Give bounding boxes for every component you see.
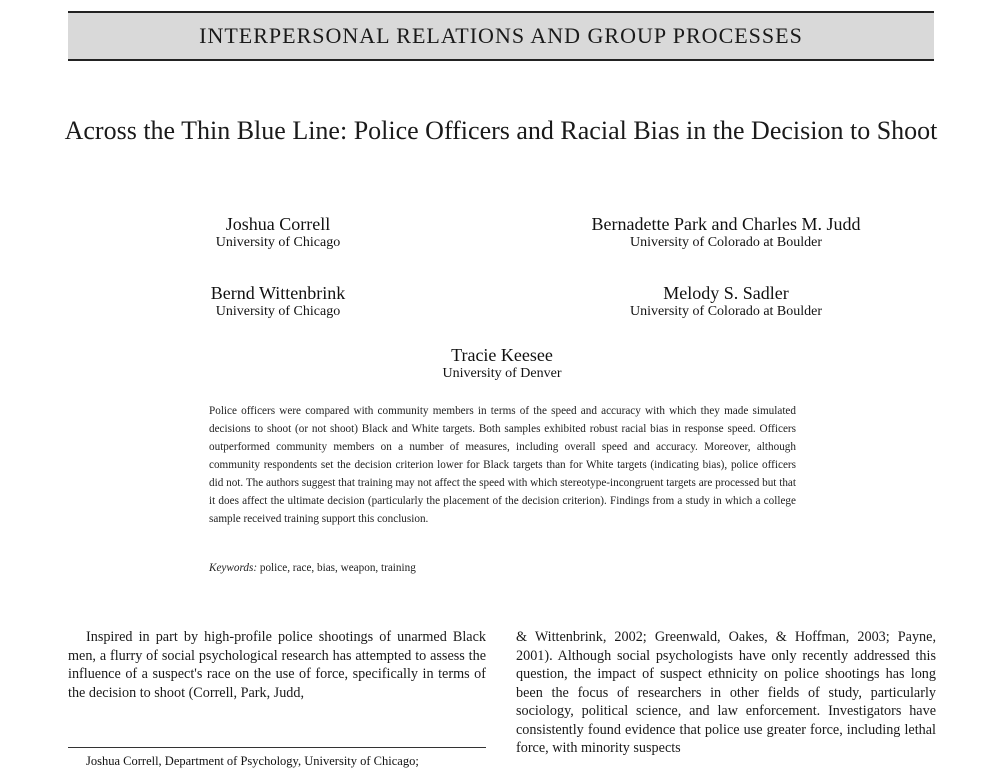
author-block — [178, 214, 378, 251]
body-column-left: Inspired in part by high-profile police shootings of unarmed Black men, a flurry of social psychological research has attempted to assess the influence of a suspect's race on the use of force, specifically in terms of the decision to shoot (Correll, Park, Judd, — [68, 629, 486, 701]
author-block — [526, 283, 926, 320]
author-affiliation: University of Denver — [442, 366, 562, 381]
author-block — [526, 214, 926, 251]
author-name: Joshua Correll — [225, 214, 331, 234]
body-column-right: & Wittenbrink, 2002; Greenwald, Oakes, & Hoffman, 2003; Payne, 2001). Although social psychologists have only recently addressed this question, the impact of suspect ethnicity on police shootings has long been the focus of researchers in other fields of study, particularly sociology, political science, and law enforcement. Investigators have consistently found evidence that police use greater force, including lethal force, with minority suspects — [516, 629, 936, 756]
section-banner — [68, 11, 934, 61]
keywords-label: Keywords: — [209, 562, 258, 574]
author-affiliation: University of Chicago — [215, 304, 341, 319]
author-block — [402, 345, 602, 382]
author-name: Bernd Wittenbrink — [210, 283, 346, 303]
author-name: Tracie Keesee — [451, 345, 553, 365]
author-affiliation: University of Colorado at Boulder — [629, 304, 823, 319]
author-affiliation: University of Colorado at Boulder — [629, 235, 823, 250]
footnote-divider — [68, 747, 486, 748]
keywords — [209, 559, 796, 577]
author-name: Bernadette Park and Charles M. Judd — [591, 214, 861, 234]
article-title: Across the Thin Blue Line: Police Officers and Racial Bias in the Decision to Shoot — [64, 116, 938, 145]
section-heading: INTERPERSONAL RELATIONS AND GROUP PROCESSES — [199, 23, 803, 48]
author-note: Joshua Correll, Department of Psychology, University of Chicago; — [86, 754, 419, 768]
author-affiliation: University of Chicago — [215, 235, 341, 250]
author-block — [178, 283, 378, 320]
abstract: Police officers were compared with community members in terms of the speed and accuracy with which they made simulated decisions to shoot (or not shoot) Black and White targets. Both samples exhibited robust racial bias in response speed. Officers outperformed community members on a number of measures, including overall speed and accuracy. Moreover, although community respondents set the decision criterion lower for Black targets than for White targets (indicating bias), police officers did not. The authors suggest that training may not affect the speed with which stereotype-incongruent targets are processed but that it does affect the ultimate decision (particularly the placement of the decision criterion). Findings from a study in which a college sample received training support this conclusion. — [209, 405, 796, 525]
keywords-list: police, race, bias, weapon, training — [259, 562, 416, 574]
author-name: Melody S. Sadler — [663, 283, 789, 303]
